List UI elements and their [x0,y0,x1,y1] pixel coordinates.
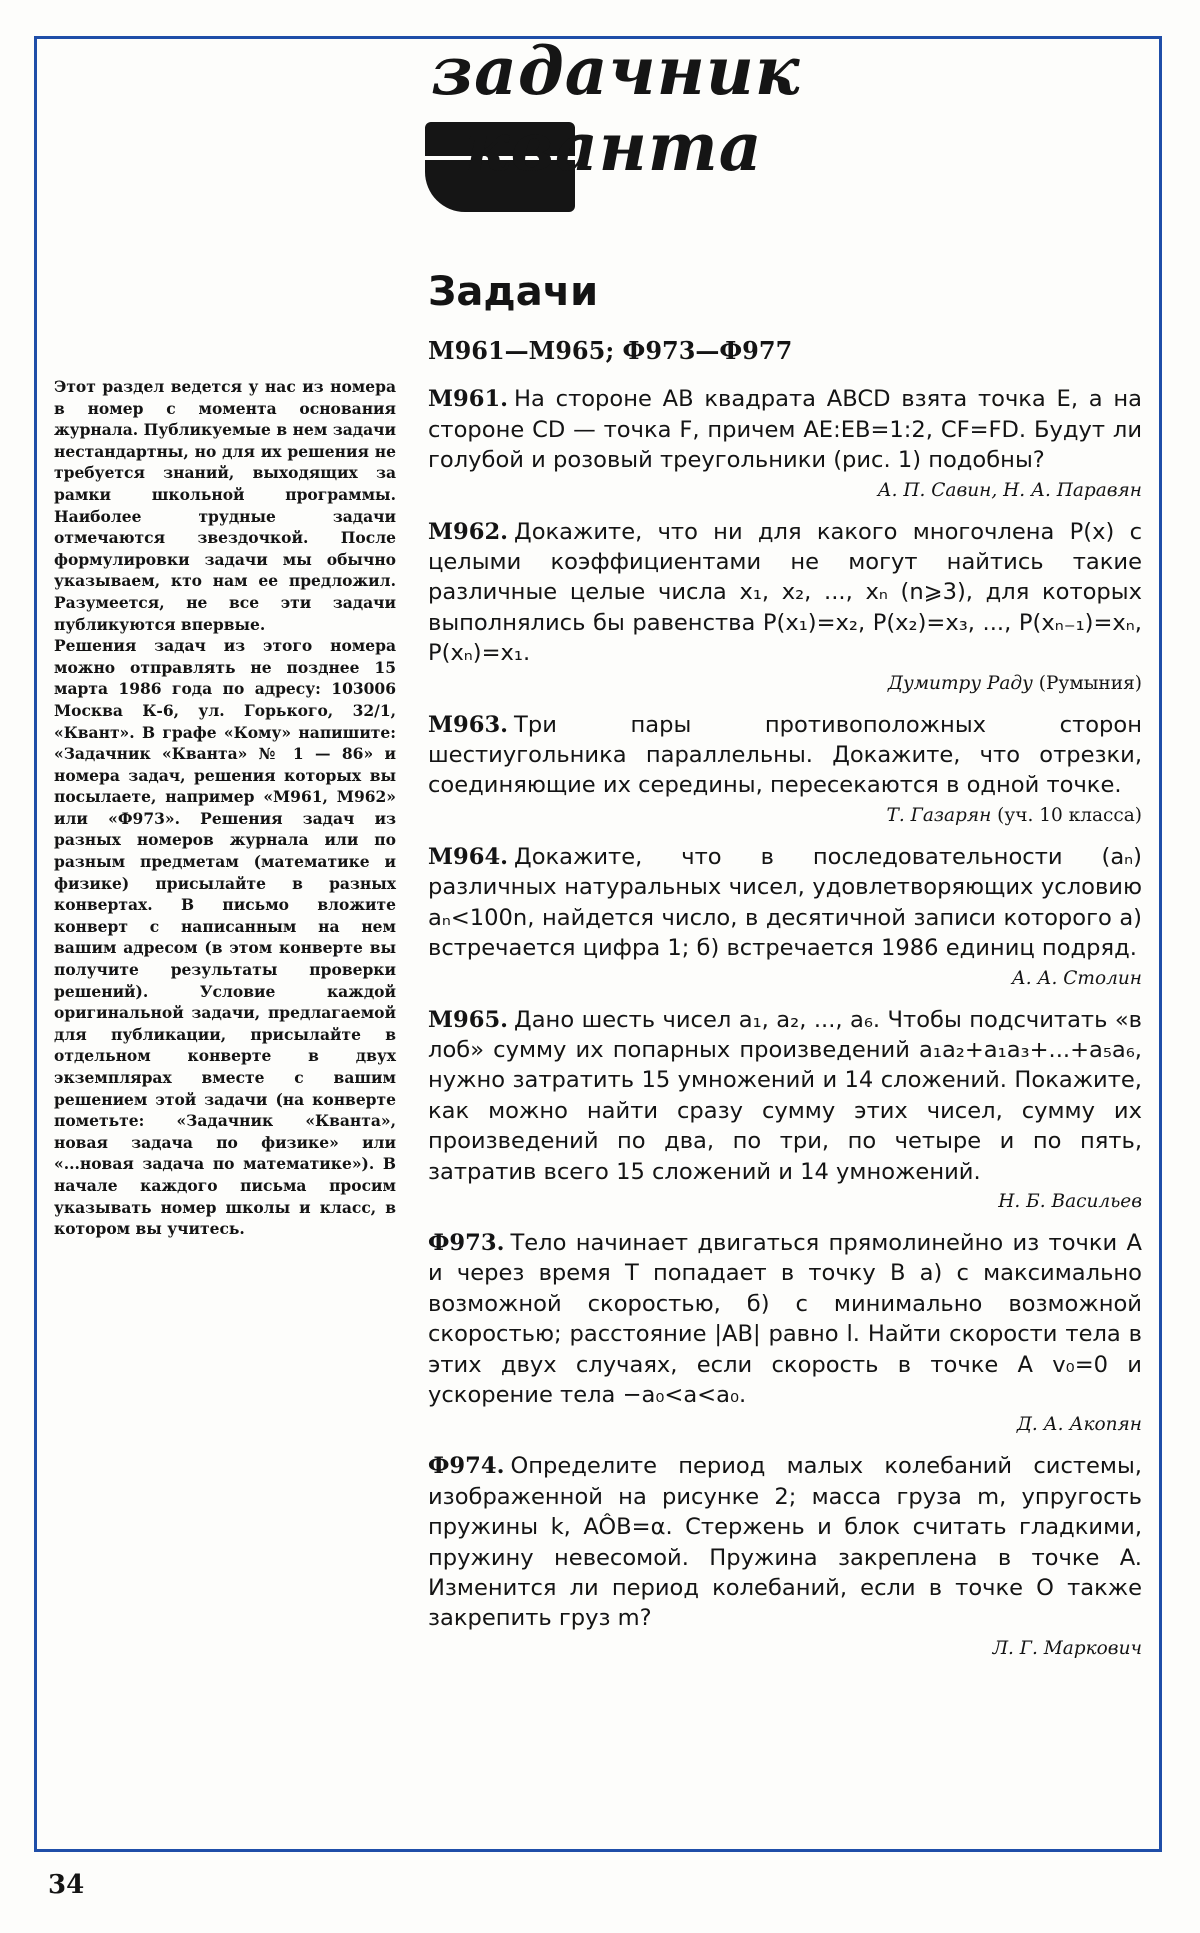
problem-code: М961. [428,386,509,413]
logo-line-2: кванта [465,108,763,186]
problem-m965 [428,1005,1142,1214]
problem-author-extra: (Румыния) [1032,672,1142,694]
page-number: 34 [48,1870,85,1900]
sidebar-paragraph-intro: Этот раздел ведется у нас из номера в номер с момента основания журнала. Публикуемые в нем задачи нестандартны, но для их решения не требуется знаний, выходящих за рамки школьной программы. Наиболее трудные задачи отмечаются звездочкой. После формулировки задачи мы обычно указываем, кто нам ее предложил. Разумеется, не все эти задачи публикуются впервые. [54,377,396,634]
sidebar-paragraph-instructions: Решения задач из этого номера можно отправлять не позднее 15 марта 1986 года по адресу: 103006 Москва К-6, ул. Горького, 32/1, «Квант». В графе «Кому» напишите: «Задачник «Кванта» № 1 — 86» и номера задач, решения которых вы посылаете, например «М961, М962» или «Ф973». Решения задач из разных номеров журнала или по разным предметам (математике и физике) присылайте в разных конвертах. В письмо вложите конверт с написанным на нем вашим адресом (в этом конверте вы получите результаты проверки решений). Условие каждой оригинальной задачи, предлагаемой для публикации, присылайте в отдельном конверте в двух экземплярах вместе с вашим решением этой задачи (на конверте пометьте: «Задачник «Кванта», новая задача по физике» или «...новая задача по математике»). В начале каждого письма просим указывать номер школы и класс, в котором вы учитесь. [54,636,396,1239]
problem-text: Тело начинает двигаться прямолинейно из точки A и через время T попадает в точку B а) с максимально возможной скоростью, б) с минимально возможной скоростью; расстояние |AB| равно l. Найти скорости тела в этих двух случаях, если скорость в точке A v₀=0 и ускорение тела −a₀<a<a₀. [428,1229,1142,1408]
problem-text: Определите период малых колебаний системы, изображенной на рисунке 2; масса груза m, упругость пружины k, AÔB=α. Стержень и блок считать гладкими, пружину невесомой. Пружина закреплена в точке A. Изменится ли период колебаний, если в точке O также закрепить груз m? [428,1453,1142,1632]
problem-code: М963. [428,711,509,738]
problem-author: Д. А. Акопян [1016,1414,1142,1436]
problem-m961 [428,384,1142,502]
problems-column [428,262,1142,1675]
logo-line-1: задачник [431,32,801,110]
problem-text: На стороне AB квадрата ABCD взята точка E, а на стороне CD — точка F, причем AE:EB=1:2, CF=FD. Будут ли голубой и розовый треугольники (рис. 1) подобны? [428,386,1142,474]
problem-f973 [428,1228,1142,1437]
problem-author: Н. Б. Васильев [998,1190,1142,1212]
problem-text: Три пары противоположных сторон шестиугольника параллельны. Докажите, что отрезки, соединяющие их середины, пересекаются в одной точке. [428,711,1142,799]
problem-text: Докажите, что в последовательности (aₙ) различных натуральных чисел, удовлетворяющих условию aₙ<100n, найдется число, в десятичной записи которого а) встречается цифра 1; б) встречается 1986 единиц подряд. [428,843,1142,962]
problem-author: А. П. Савин, Н. А. Паравян [877,479,1142,501]
problem-code: М964. [428,843,509,870]
problem-author: Л. Г. Маркович [992,1637,1142,1659]
problem-code: М965. [428,1006,509,1033]
problem-code: Ф973. [428,1229,505,1256]
problem-author: Думитру Раду [887,672,1033,694]
problem-code: М962. [428,518,509,545]
problem-text: Дано шесть чисел a₁, a₂, ..., a₆. Чтобы подсчитать «в лоб» сумму их попарных произведений a₁a₂+a₁a₃+...+a₅a₆, нужно затратить 15 умножений и 14 сложений. Покажите, как можно найти сразу сумму этих чисел, сумму их произведений по два, по три, по четыре и по пять, затратив всего 15 сложений и 14 умножений. [428,1006,1142,1185]
problem-m963 [428,710,1142,828]
section-title: Задачи [428,269,599,315]
problem-f974 [428,1451,1142,1660]
problem-code: Ф974. [428,1453,505,1480]
problem-author-extra: (уч. 10 класса) [991,804,1142,826]
problem-text: Докажите, что ни для какого многочлена P(x) с целыми коэффициентами не могут найтись такие различные целые числа x₁, x₂, ..., xₙ (n⩾3), для которых выполнялись бы равенства P(x₁)=x₂, P(x₂)=x₃, ..., P(xₙ₋₁)=xₙ, P(xₙ)=x₁. [428,518,1142,667]
journal-logo [425,32,825,213]
sidebar-info [54,376,396,1240]
problem-author: Т. Газарян [886,804,992,826]
problem-m964 [428,842,1142,991]
problem-author: А. А. Столин [1011,967,1142,989]
problem-m962 [428,517,1142,696]
problem-range: М961—М965; Ф973—Ф977 [428,336,793,365]
